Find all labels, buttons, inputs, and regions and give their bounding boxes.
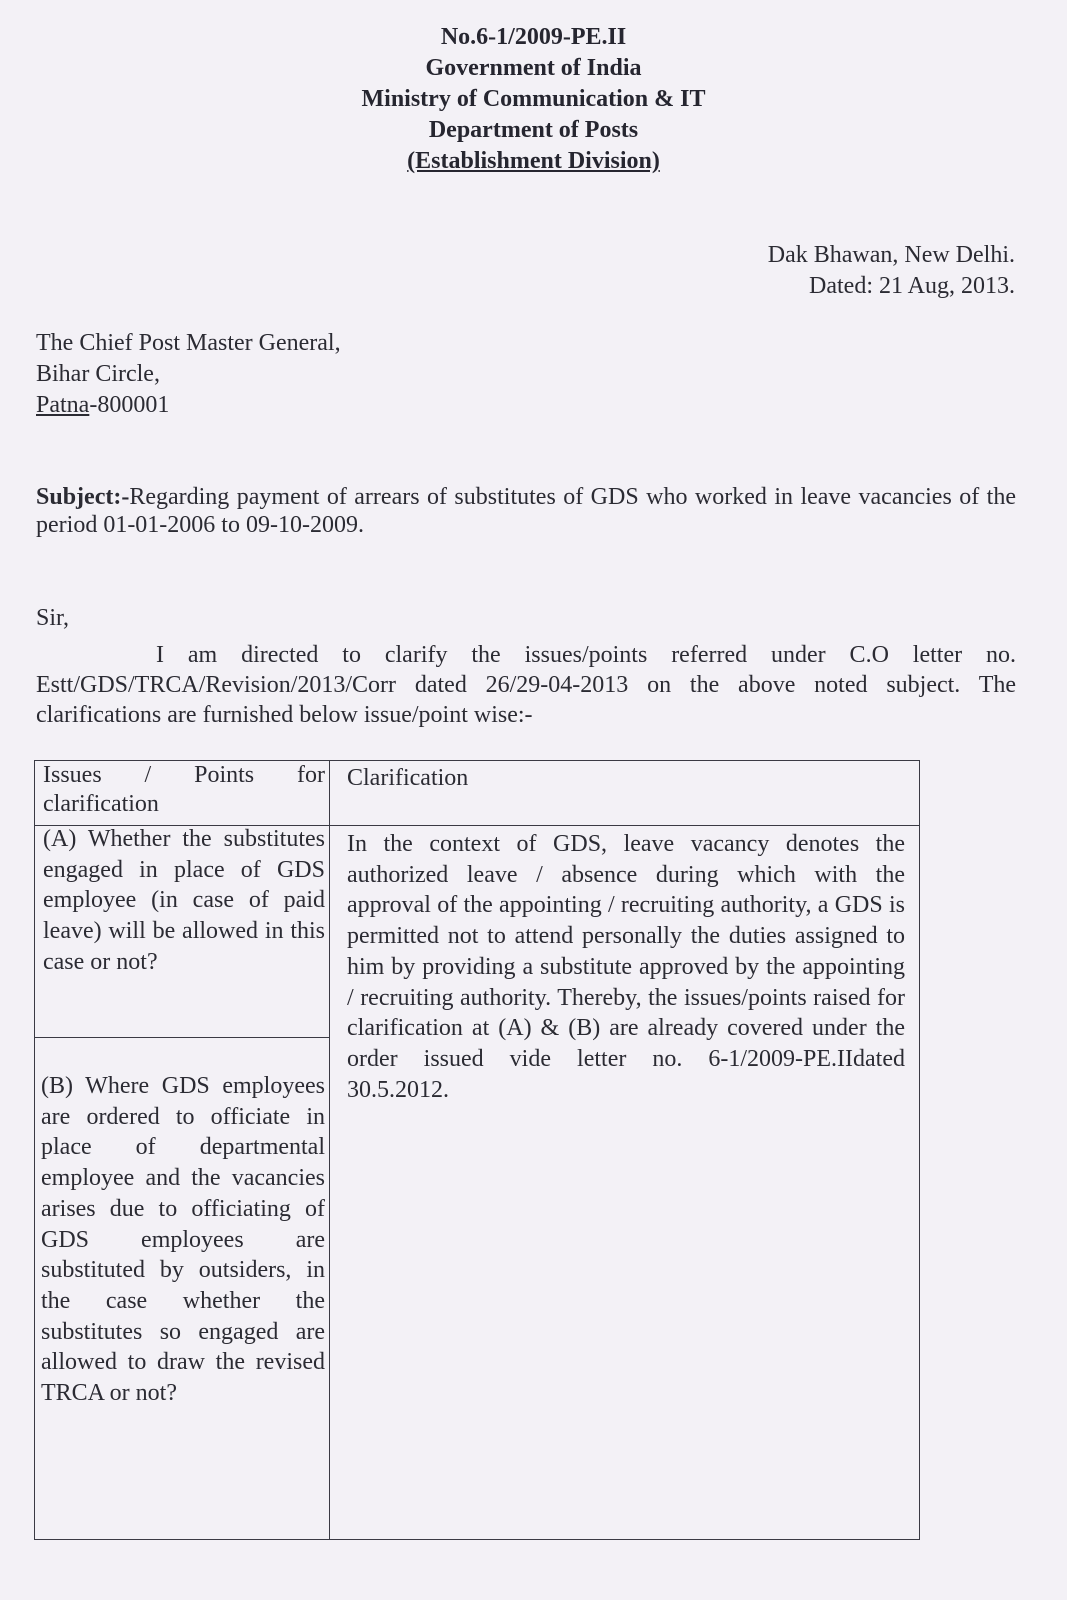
issue-b-cell: (B) Where GDS employees are ordered to officiate in place of departmental employee and the vacancies arises due to officiating of GDS employees are substituted by outsiders, in the case whether the substitutes so engaged are allowed to draw the revised TRCA or not?: [41, 1073, 325, 1407]
place-date-block: [768, 240, 1015, 302]
clarification-cell: In the context of GDS, leave vacancy denotes the authorized leave / absence during which with the approval of the appointing / recruiting authority, a GDS is permitted not to attend personally the duties assigned to him by providing a substitute approved by the appointing / recruiting authority. Thereby, the issues/points raised for clarification at (A) & (B) are already covered under the order issued vide letter no. 6-1/2009-PE.IIdated 30.5.2012.: [347, 831, 905, 1103]
header-clarification-cell: Clarification: [347, 765, 469, 791]
ministry-name: Ministry of Communication & IT: [361, 86, 706, 112]
issue-a-cell: (A) Whether the substitutes engaged in place of GDS employee (in case of paid leave) will be allowed in this case or not?: [43, 826, 325, 975]
clarification-table: [34, 760, 920, 1540]
subject-label: Subject:-: [36, 484, 130, 510]
department-name: Department of Posts: [428, 117, 639, 143]
addressee-city-line: [36, 390, 341, 421]
reference-number: No.6-1/2009-PE.II: [440, 24, 627, 50]
issue-row-divider: [35, 1037, 329, 1038]
body-paragraph: I am directed to clarify the issues/points referred under C.O letter no. Estt/GDS/TRCA/Revision/2013/Corr dated 26/29-04-2013 on the above noted subject. The clarifications are furnished below issue/point wise:-: [36, 642, 1016, 728]
addressee-pin: -800001: [89, 392, 170, 418]
salutation: Sir,: [36, 605, 70, 631]
column-divider: [329, 761, 330, 1539]
division-name: (Establishment Division): [407, 148, 660, 174]
government-name: Government of India: [425, 55, 642, 81]
addressee-title: The Chief Post Master General,: [36, 330, 341, 356]
date: Dated: 21 Aug, 2013.: [809, 273, 1015, 299]
addressee-block: [36, 328, 341, 421]
addressee-city: Patna: [36, 392, 90, 418]
place: Dak Bhawan, New Delhi.: [767, 242, 1015, 268]
addressee-circle: Bihar Circle,: [36, 361, 160, 387]
header-issues-cell: Issues / Points for clarification: [43, 762, 325, 817]
subject-line: [36, 483, 1016, 539]
subject-text: Regarding payment of arrears of substitutes of GDS who worked in leave vacancies of the period 01-01-2006 to 09-10-2009.: [36, 484, 1016, 538]
letter-header: [0, 22, 1067, 177]
